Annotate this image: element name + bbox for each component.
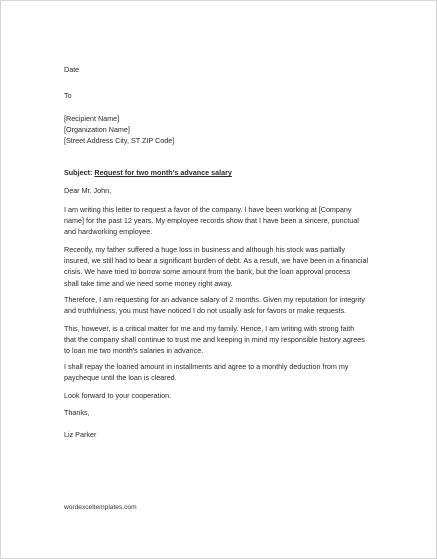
footer-site: wordexceltemplates.com [64, 504, 137, 511]
paragraph-line: name] for the past 12 years. My employee records show that I have been a sincere, punctual [64, 216, 359, 226]
paragraph-line: insured, we still had to bear a significant burden of debt. As a result, we have been in a financial [64, 256, 369, 266]
paragraph-3 [64, 294, 384, 316]
paragraph-line: I shall repay the loaned amount in installments and agree to a monthly deduction from my [64, 362, 349, 371]
paragraph-line: and hardworking employee. [64, 227, 153, 237]
paragraph-line: that the company shall continue to trust me and keeping in mind my responsible history agrees [64, 335, 365, 345]
paragraph-6 [64, 390, 384, 401]
paragraph-line: I am writing this letter to request a favor of the company. I have been working at [Company [64, 205, 352, 214]
paragraph-line: Therefore, I am requesting for an advance salary of 2 months. Given my reputation for integrity [64, 295, 365, 304]
salutation: Dear Mr. John, [64, 186, 112, 195]
organization-name: [Organization Name] [64, 125, 130, 134]
date-line: Date [64, 65, 80, 74]
paragraph-line: crisis. We have tried to borrow some amount from the bank, but the loan approval process [64, 267, 351, 277]
paragraph-line: paycheque until the loan is cleared. [64, 373, 177, 383]
paragraph-4 [64, 323, 384, 357]
paragraph-2 [64, 244, 384, 289]
paragraph-line: and truthfulness, you must have noticed I do not usually ask for favors or make requests. [64, 306, 347, 316]
paragraph-5 [64, 361, 384, 383]
signature-name: Liz Parker [64, 430, 97, 439]
paragraph-line: shall take time and we need some money right away. [64, 278, 233, 288]
paragraph-1 [64, 204, 384, 238]
paragraph-line: This, however, is a critical matter for me and my family. Hence, I am writing with strong faith [64, 324, 355, 333]
subject-label: Subject: [64, 168, 93, 177]
to-line: To [64, 91, 72, 100]
subject-text: Request for two month's advance salary [94, 168, 232, 177]
paragraph-line: Recently, my father suffered a huge loss in business and although his stock was partially [64, 245, 345, 254]
subject-line [64, 168, 232, 178]
paragraph-line: Look forward to your cooperation. [64, 391, 172, 400]
recipient-name: [Recipient Name] [64, 114, 120, 123]
street-address: [Street Address City, ST ZIP Code] [64, 136, 175, 145]
paragraph-line: to loan me two month's salaries in advance. [64, 346, 204, 356]
closing: Thanks, [64, 408, 90, 417]
